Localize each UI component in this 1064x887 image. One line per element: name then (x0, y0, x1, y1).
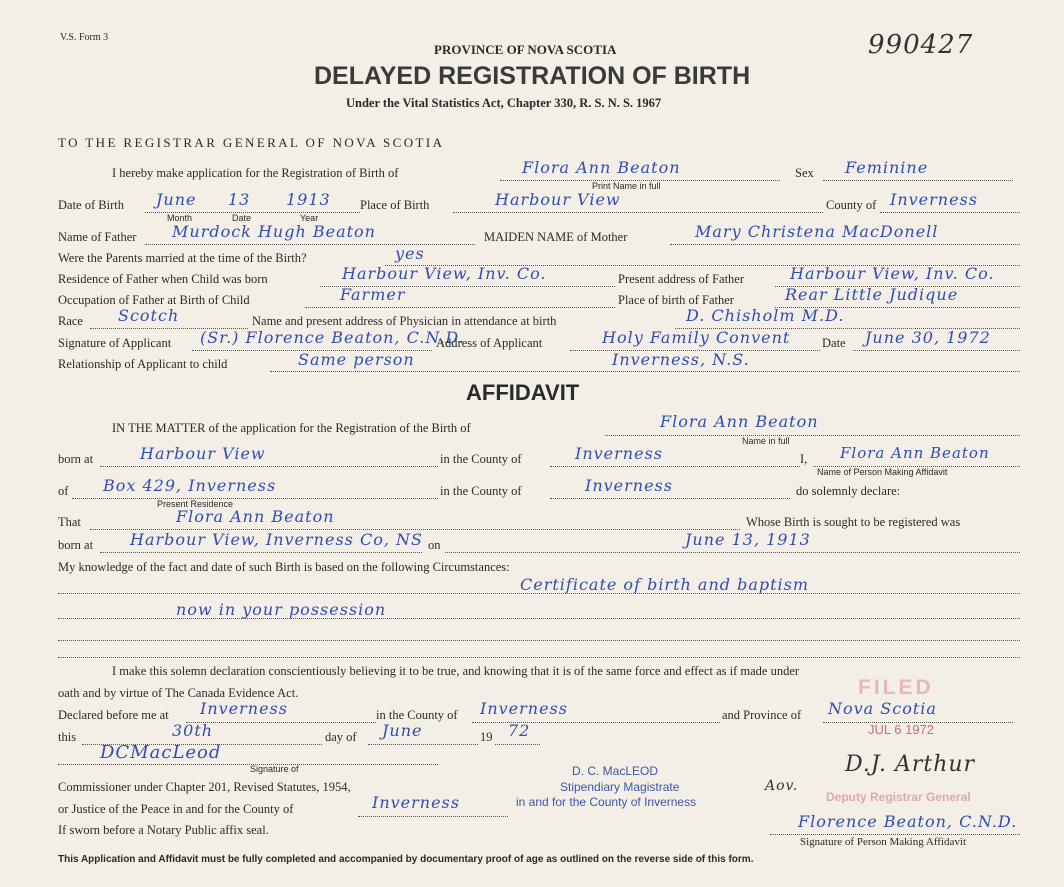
form-subtitle: Under the Vital Statistics Act, Chapter 330, R. S. N. S. 1967 (346, 96, 662, 110)
day-field[interactable]: 30th (172, 721, 214, 740)
i-label: I, (800, 452, 808, 466)
date-label: Date (822, 336, 846, 350)
affidavit-born-at2-field[interactable]: Harbour View, Inverness Co, NS (130, 530, 423, 549)
affidavit-person-field[interactable]: Flora Ann Beaton (840, 444, 990, 462)
present-residence-label: Present Residence (157, 499, 234, 509)
married-field[interactable]: yes (395, 244, 425, 263)
apply-label: I hereby make application for the Registration of Birth of (112, 166, 399, 180)
registration-number: 990427 (868, 30, 974, 60)
month-field[interactable]: June (382, 721, 423, 740)
jp-county-field[interactable]: Inverness (372, 793, 460, 812)
year-prefix-label: 19 (480, 730, 493, 744)
filed-stamp: FILED (858, 676, 934, 699)
occupation-field[interactable]: Farmer (340, 285, 406, 304)
date-sub-label: Date (232, 213, 252, 223)
affiant-signature[interactable]: Florence Beaton, C.N.D. (798, 812, 1018, 831)
whose-birth-label: Whose Birth is sought to be registered was (746, 515, 961, 529)
knowledge-label: My knowledge of the fact and date of such Birth is based on the following Circumstances: (58, 560, 510, 574)
affidavit-on-field[interactable]: June 13, 1913 (685, 530, 811, 549)
sig-applicant-label: Signature of Applicant (58, 336, 172, 350)
addr-applicant-field-2[interactable]: Inverness, N.S. (612, 350, 750, 369)
notary-label: If sworn before a Notary Public affix seal. (58, 823, 269, 837)
affidavit-born-at-field[interactable]: Harbour View (140, 444, 266, 463)
dob-month-field[interactable]: June (156, 190, 197, 209)
dob-year-field[interactable]: 1913 (286, 190, 331, 209)
place-birth-label: Place of Birth (360, 198, 430, 212)
of-label: of (58, 484, 69, 498)
declared-at-field[interactable]: Inverness (200, 699, 288, 718)
commissioner-label: Commissioner under Chapter 201, Revised Statutes, 1954, (58, 780, 351, 794)
circumstances-field-1[interactable]: Certificate of birth and baptism (520, 575, 810, 594)
place-birth-field[interactable]: Harbour View (495, 190, 621, 209)
maiden-label: MAIDEN NAME of Mother (484, 230, 628, 244)
married-label: Were the Parents married at the time of the Birth? (58, 251, 307, 265)
relationship-field[interactable]: Same person (298, 350, 415, 369)
year-field[interactable]: 72 (508, 721, 531, 740)
circumstances-field-2[interactable]: now in your possession (176, 600, 387, 619)
application-date-field[interactable]: June 30, 1972 (865, 328, 991, 347)
sig-applicant-field[interactable]: (Sr.) Florence Beaton, C.N.D. (200, 328, 465, 347)
province-of-label: and Province of (722, 708, 802, 722)
present-address-label: Present address of Father (618, 272, 745, 286)
in-county-label-3: in the County of (376, 708, 458, 722)
place-father-label: Place of birth of Father (618, 293, 734, 307)
in-county-label-2: in the County of (440, 484, 522, 498)
to-registrar-line: TO THE REGISTRAR GENERAL OF NOVA SCOTIA (58, 135, 445, 150)
dob-label: Date of Birth (58, 198, 124, 212)
sex-label: Sex (795, 166, 814, 180)
matter-label: IN THE MATTER of the application for the Registration of the Birth of (112, 421, 471, 435)
declared-province-field[interactable]: Nova Scotia (828, 699, 937, 718)
that-label: That (58, 515, 81, 529)
province-heading: PROVINCE OF NOVA SCOTIA (434, 42, 617, 57)
day-of-label: day of (325, 730, 357, 744)
aov-mark: Aov. (765, 778, 799, 794)
born-at-label: born at (58, 452, 94, 466)
affidavit-county-field[interactable]: Inverness (575, 444, 663, 463)
filed-date-stamp: JUL 6 1972 (868, 722, 935, 737)
deputy-registrar-stamp: Deputy Registrar General (826, 790, 971, 804)
addr-applicant-label: Address of Applicant (436, 336, 543, 350)
residence-field[interactable]: Harbour View, Inv. Co. (342, 264, 547, 283)
month-label: Month (167, 213, 193, 223)
mother-field[interactable]: Mary Christena MacDonell (695, 222, 939, 241)
declaration-text-1: I make this solemn declaration conscientiously believing it to be true, and knowing that it is of the same force and effect as if made under (112, 664, 800, 678)
form-title: DELAYED REGISTRATION OF BIRTH (314, 62, 751, 90)
county-field[interactable]: Inverness (890, 190, 978, 209)
child-name-field[interactable]: Flora Ann Beaton (522, 158, 681, 177)
present-address-field[interactable]: Harbour View, Inv. Co. (790, 264, 995, 283)
sig-person-label: Signature of Person Making Affidavit (800, 836, 966, 848)
signature-of-label: Signature of (250, 764, 299, 774)
born-at-label-2: born at (58, 538, 94, 552)
occupation-label: Occupation of Father at Birth of Child (58, 293, 250, 307)
affidavit-residence-field[interactable]: Box 429, Inverness (103, 476, 277, 495)
magistrate-stamp-name: D. C. MacLEOD (572, 764, 659, 778)
form-id: V.S. Form 3 (60, 32, 109, 43)
physician-label: Name and present address of Physician in attendance at birth (252, 314, 557, 328)
solemnly-label: do solemnly declare: (796, 484, 901, 498)
this-label: this (58, 730, 77, 744)
affidavit-name-field[interactable]: Flora Ann Beaton (660, 412, 819, 431)
magistrate-stamp-county: in and for the County of Inverness (516, 795, 697, 809)
name-in-full-label: Name in full (742, 436, 790, 446)
race-label: Race (58, 314, 83, 328)
physician-field[interactable]: D. Chisholm M.D. (686, 306, 845, 325)
father-label: Name of Father (58, 230, 137, 244)
county-label: County of (826, 198, 877, 212)
justice-label: or Justice of the Peace in and for the County of (58, 802, 294, 816)
affidavit-heading: AFFIDAVIT (466, 380, 580, 405)
race-field[interactable]: Scotch (118, 306, 180, 325)
declaration-text-2: oath and by virtue of The Canada Evidence Act. (58, 686, 299, 700)
affidavit-that-field[interactable]: Flora Ann Beaton (176, 507, 335, 526)
in-county-label-1: in the County of (440, 452, 522, 466)
commissioner-signature[interactable]: DCMacLeod (100, 742, 222, 763)
declared-before-label: Declared before me at (58, 708, 169, 722)
print-name-label: Print Name in full (592, 181, 661, 191)
deputy-signature: D.J. Arthur (845, 752, 976, 777)
name-person-label: Name of Person Making Affidavit (817, 467, 948, 477)
year-label: Year (300, 213, 319, 223)
magistrate-stamp-title: Stipendiary Magistrate (560, 780, 680, 794)
footer-note: This Application and Affidavit must be fully completed and accompanied by documentary proof of age as outlined on the reverse side of this form. (58, 854, 754, 865)
affidavit-county2-field[interactable]: Inverness (585, 476, 673, 495)
on-label: on (428, 538, 441, 552)
father-field[interactable]: Murdock Hugh Beaton (172, 222, 376, 241)
declared-county-field[interactable]: Inverness (480, 699, 568, 718)
sex-field[interactable]: Feminine (845, 158, 929, 177)
dob-day-field[interactable]: 13 (228, 190, 251, 209)
place-father-field[interactable]: Rear Little Judique (785, 285, 959, 304)
residence-label: Residence of Father when Child was born (58, 272, 268, 286)
addr-applicant-field-1[interactable]: Holy Family Convent (602, 328, 791, 347)
relationship-label: Relationship of Applicant to child (58, 357, 228, 371)
